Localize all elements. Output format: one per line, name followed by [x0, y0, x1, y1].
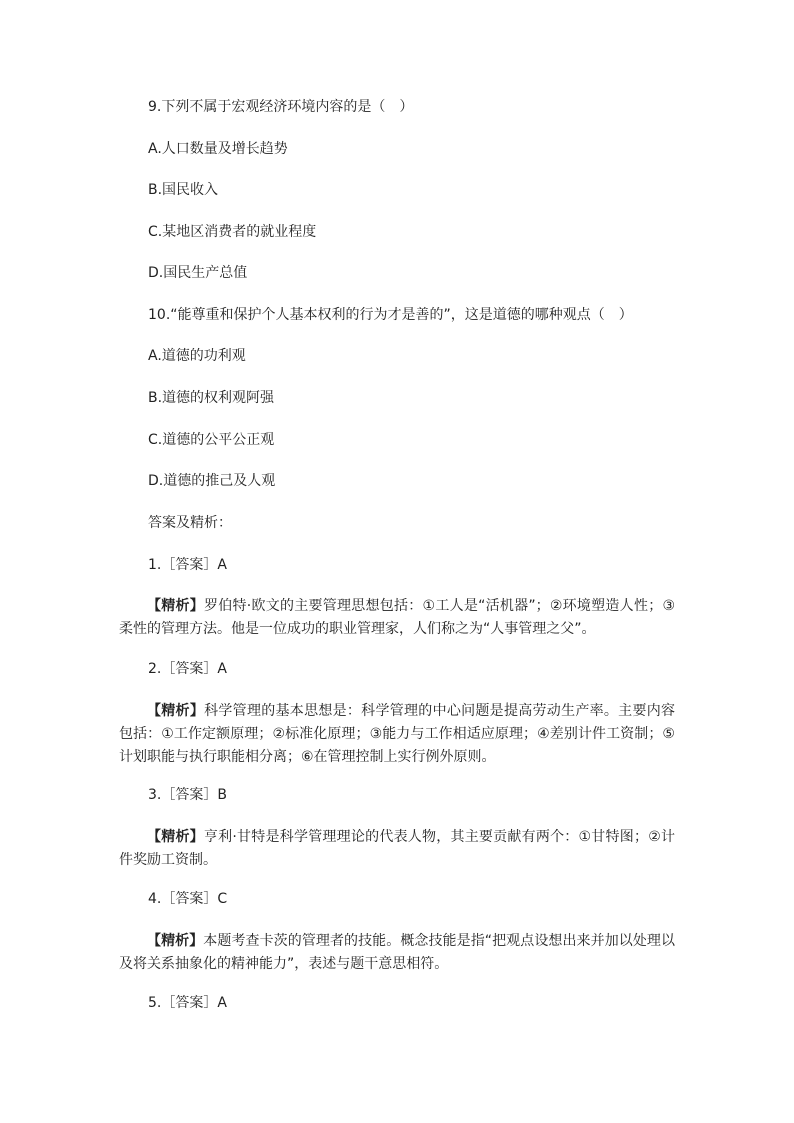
analysis-lead: 【精析】: [147, 703, 205, 719]
answer-2-label: 2.［答案］A: [148, 661, 227, 677]
analysis-text: 亨利·甘特是科学管理理论的代表人物，其主要贡献有两个：①甘特图；②计件奖励工资制。: [119, 829, 675, 868]
question-9-stem: 9.下列不属于宏观经济环境内容的是（ ）: [148, 99, 414, 115]
analysis-lead: 【精析】: [147, 933, 204, 949]
question-10-option-b: B.道德的权利观阿强: [148, 390, 275, 406]
answer-4-label: 4.［答案］C: [148, 891, 228, 907]
analysis-text: 科学管理的基本思想是：科学管理的中心问题是提高劳动生产率。主要内容包括：①工作定额原理；②标准化原理；③能力与工作相适应原理；④差别计件工资制；⑤计划职能与执行职能相分离；⑥在管理控制上实行例外原则。: [119, 703, 676, 765]
analysis-lead: 【精析】: [147, 598, 205, 614]
answer-1-label: 1.［答案］A: [148, 557, 227, 573]
question-10-option-c: C.道德的公平公正观: [148, 432, 275, 448]
question-10-option-d: D.道德的推己及人观: [148, 473, 276, 489]
analysis-lead: 【精析】: [147, 829, 204, 845]
question-10-option-a: A.道德的功利观: [148, 348, 246, 364]
question-9-option-c: C.某地区消费者的就业程度: [148, 224, 317, 240]
answers-title: 答案及精析：: [148, 515, 232, 531]
answer-3-analysis: [119, 826, 675, 872]
question-9-option-d: D.国民生产总值: [148, 265, 248, 281]
answer-4-analysis: [119, 930, 675, 976]
answer-3-label: 3.［答案］B: [148, 787, 227, 803]
question-10-stem: 10.“能尊重和保护个人基本权利的行为才是善的”，这是道德的哪种观点（ ）: [148, 307, 633, 323]
analysis-text: 罗伯特·欧文的主要管理思想包括：①工人是“活机器”；②环境塑造人性；③柔性的管理方法。他是一位成功的职业管理家，人们称之为“人事管理之父”。: [119, 598, 675, 637]
question-9-option-a: A.人口数量及增长趋势: [148, 141, 288, 157]
answer-5-label: 5.［答案］A: [148, 995, 227, 1011]
answer-2-analysis: [119, 700, 675, 769]
answer-1-analysis: [119, 595, 675, 641]
question-9-option-b: B.国民收入: [148, 182, 219, 198]
analysis-text: 本题考查卡茨的管理者的技能。概念技能是指“把观点设想出来并加以处理以及将关系抽象化的精神能力”，表述与题干意思相符。: [119, 933, 675, 972]
